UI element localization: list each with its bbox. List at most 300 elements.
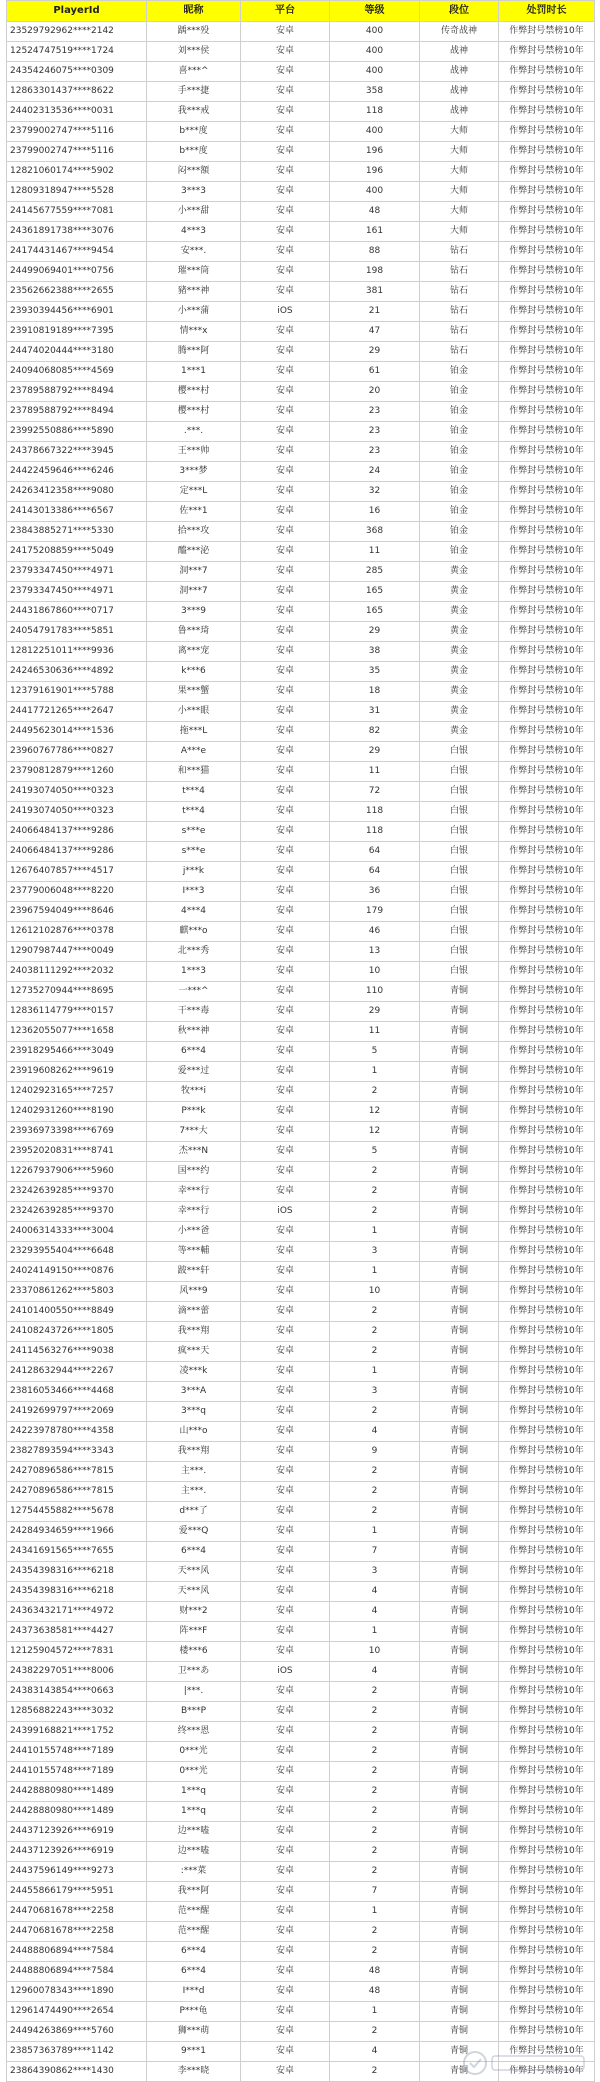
platform-cell: 安卓 <box>241 282 330 302</box>
table-row <box>7 182 595 202</box>
platform-cell: 安卓 <box>241 1022 330 1042</box>
level-cell: 29 <box>330 1002 420 1022</box>
penalty-cell: 作弊封号禁榜10年 <box>499 1082 595 1102</box>
level-cell: 2 <box>330 1082 420 1102</box>
rank-cell: 青铜 <box>420 1582 499 1602</box>
penalty-cell: 作弊封号禁榜10年 <box>499 2042 595 2062</box>
platform-cell: 安卓 <box>241 22 330 42</box>
platform-cell: 安卓 <box>241 442 330 462</box>
player-id-cell: 12960078343****1890 <box>7 1982 147 2002</box>
rank-cell: 黄金 <box>420 602 499 622</box>
level-cell: 2 <box>330 2062 420 2082</box>
rank-cell: 青铜 <box>420 1282 499 1302</box>
level-cell: 381 <box>330 282 420 302</box>
player-id-cell: 24410155748****7189 <box>7 1742 147 1762</box>
nickname-cell: 北***秀 <box>147 942 241 962</box>
platform-cell: 安卓 <box>241 1942 330 1962</box>
table-row <box>7 1862 595 1882</box>
platform-cell: 安卓 <box>241 862 330 882</box>
table-row <box>7 1982 595 2002</box>
nickname-cell: 等***輔 <box>147 1242 241 1262</box>
nickname-cell: 秋***神 <box>147 1022 241 1042</box>
table-row <box>7 1062 595 1082</box>
platform-cell: 安卓 <box>241 2042 330 2062</box>
level-cell: 4 <box>330 2042 420 2062</box>
player-id-cell: 24431867860****0717 <box>7 602 147 622</box>
rank-cell: 青铜 <box>420 2022 499 2042</box>
nickname-cell: 拖***L <box>147 722 241 742</box>
rank-cell: 青铜 <box>420 1042 499 1062</box>
player-id-cell: 24270896586****7815 <box>7 1462 147 1482</box>
penalty-cell: 作弊封号禁榜10年 <box>499 642 595 662</box>
table-row <box>7 1022 595 1042</box>
rank-cell: 黄金 <box>420 662 499 682</box>
level-cell: 2 <box>330 1482 420 1502</box>
player-id-cell: 24455866179****5951 <box>7 1882 147 1902</box>
penalty-cell: 作弊封号禁榜10年 <box>499 422 595 442</box>
rank-cell: 钻石 <box>420 282 499 302</box>
level-cell: 29 <box>330 342 420 362</box>
level-cell: 32 <box>330 482 420 502</box>
penalty-cell: 作弊封号禁榜10年 <box>499 1242 595 1262</box>
table-row <box>7 1842 595 1862</box>
level-cell: 82 <box>330 722 420 742</box>
level-cell: 3 <box>330 1562 420 1582</box>
player-id-cell: 24193074050****0323 <box>7 802 147 822</box>
penalty-cell: 作弊封号禁榜10年 <box>499 1702 595 1722</box>
player-id-cell: 23293955404****6648 <box>7 1242 147 1262</box>
player-id-cell: 24066484137****9286 <box>7 842 147 862</box>
nickname-cell: 疯***天 <box>147 1342 241 1362</box>
rank-cell: 黄金 <box>420 722 499 742</box>
level-cell: 161 <box>330 222 420 242</box>
table-row <box>7 1082 595 1102</box>
player-id-cell: 23562662388****2655 <box>7 282 147 302</box>
nickname-cell: .***. <box>147 422 241 442</box>
level-cell: 1 <box>330 2002 420 2022</box>
level-cell: 2 <box>330 2022 420 2042</box>
platform-cell: 安卓 <box>241 702 330 722</box>
table-row <box>7 1622 595 1642</box>
nickname-cell: 狮***萌 <box>147 2022 241 2042</box>
platform-cell: 安卓 <box>241 542 330 562</box>
rank-cell: 青铜 <box>420 1822 499 1842</box>
table-row <box>7 162 595 182</box>
penalty-cell: 作弊封号禁榜10年 <box>499 922 595 942</box>
platform-cell: 安卓 <box>241 1602 330 1622</box>
level-cell: 2 <box>330 1462 420 1482</box>
level-cell: 9 <box>330 1442 420 1462</box>
table-row <box>7 1922 595 1942</box>
table-row <box>7 1462 595 1482</box>
penalty-cell: 作弊封号禁榜10年 <box>499 482 595 502</box>
penalty-cell: 作弊封号禁榜10年 <box>499 662 595 682</box>
level-cell: 2 <box>330 1162 420 1182</box>
rank-cell: 白银 <box>420 962 499 982</box>
platform-cell: 安卓 <box>241 1642 330 1662</box>
rank-cell: 铂金 <box>420 402 499 422</box>
player-id-cell: 24354398316****6218 <box>7 1562 147 1582</box>
penalty-cell: 作弊封号禁榜10年 <box>499 1282 595 1302</box>
rank-cell: 钻石 <box>420 262 499 282</box>
penalty-cell: 作弊封号禁榜10年 <box>499 1222 595 1242</box>
table-body <box>7 22 595 2082</box>
table-row <box>7 322 595 342</box>
table-row <box>7 1162 595 1182</box>
player-id-cell: 24341691565****7655 <box>7 1542 147 1562</box>
level-cell: 1 <box>330 1062 420 1082</box>
level-cell: 16 <box>330 502 420 522</box>
platform-cell: 安卓 <box>241 1562 330 1582</box>
platform-cell: 安卓 <box>241 662 330 682</box>
nickname-cell: 刘***侯 <box>147 42 241 62</box>
rank-cell: 战神 <box>420 62 499 82</box>
level-cell: 23 <box>330 422 420 442</box>
player-id-cell: 23529792962****2142 <box>7 22 147 42</box>
penalty-cell: 作弊封号禁榜10年 <box>499 1862 595 1882</box>
player-id-cell: 24054791783****5851 <box>7 622 147 642</box>
platform-cell: 安卓 <box>241 1542 330 1562</box>
player-id-cell: 23936973398****6769 <box>7 1122 147 1142</box>
level-cell: 2 <box>330 1922 420 1942</box>
platform-cell: 安卓 <box>241 262 330 282</box>
nickname-cell: 卫***あ <box>147 1662 241 1682</box>
rank-cell: 青铜 <box>420 1802 499 1822</box>
header-row <box>7 1 595 22</box>
rank-cell: 青铜 <box>420 1702 499 1722</box>
platform-cell: 安卓 <box>241 1222 330 1242</box>
table-row <box>7 502 595 522</box>
penalty-cell: 作弊封号禁榜10年 <box>499 1162 595 1182</box>
level-cell: 61 <box>330 362 420 382</box>
penalty-cell: 作弊封号禁榜10年 <box>499 1642 595 1662</box>
player-id-cell: 24101400550****8849 <box>7 1302 147 1322</box>
platform-cell: 安卓 <box>241 1162 330 1182</box>
penalty-cell: 作弊封号禁榜10年 <box>499 862 595 882</box>
player-id-cell: 23843885271****5330 <box>7 522 147 542</box>
player-id-cell: 24128632944****2267 <box>7 1362 147 1382</box>
nickname-cell: 6***4 <box>147 1542 241 1562</box>
rank-cell: 青铜 <box>420 1382 499 1402</box>
nickname-cell: 情***x <box>147 322 241 342</box>
table-row <box>7 62 595 82</box>
penalty-cell: 作弊封号禁榜10年 <box>499 522 595 542</box>
level-cell: 1 <box>330 1362 420 1382</box>
player-id-cell: 12676407857****4517 <box>7 862 147 882</box>
level-cell: 5 <box>330 1142 420 1162</box>
nickname-cell: 天***风 <box>147 1562 241 1582</box>
nickname-cell: 幸***行 <box>147 1202 241 1222</box>
penalty-cell: 作弊封号禁榜10年 <box>499 1362 595 1382</box>
penalty-cell: 作弊封号禁榜10年 <box>499 1842 595 1862</box>
level-cell: 20 <box>330 382 420 402</box>
level-cell: 11 <box>330 1022 420 1042</box>
rank-cell: 青铜 <box>420 1462 499 1482</box>
player-id-cell: 12402931260****8190 <box>7 1102 147 1122</box>
rank-cell: 青铜 <box>420 1922 499 1942</box>
player-id-cell: 24066484137****9286 <box>7 822 147 842</box>
table-row <box>7 1662 595 1682</box>
level-cell: 4 <box>330 1582 420 1602</box>
penalty-cell: 作弊封号禁榜10年 <box>499 502 595 522</box>
nickname-cell: 喜***^ <box>147 62 241 82</box>
rank-cell: 青铜 <box>420 1682 499 1702</box>
penalty-cell: 作弊封号禁榜10年 <box>499 222 595 242</box>
table-row <box>7 282 595 302</box>
nickname-cell: 杰***N <box>147 1142 241 1162</box>
table-row <box>7 1562 595 1582</box>
table-row <box>7 562 595 582</box>
nickname-cell: :***菜 <box>147 1862 241 1882</box>
penalty-cell: 作弊封号禁榜10年 <box>499 1382 595 1402</box>
rank-cell: 青铜 <box>420 1162 499 1182</box>
level-cell: 12 <box>330 1102 420 1122</box>
level-cell: 118 <box>330 102 420 122</box>
player-id-cell: 12612102876****0378 <box>7 922 147 942</box>
platform-cell: 安卓 <box>241 622 330 642</box>
penalty-cell: 作弊封号禁榜10年 <box>499 1962 595 1982</box>
table-row <box>7 542 595 562</box>
level-cell: 2 <box>330 1182 420 1202</box>
level-cell: 2 <box>330 1842 420 1862</box>
level-cell: 400 <box>330 22 420 42</box>
penalty-cell: 作弊封号禁榜10年 <box>499 1042 595 1062</box>
player-id-cell: 24284934659****1966 <box>7 1522 147 1542</box>
rank-cell: 黄金 <box>420 562 499 582</box>
platform-cell: 安卓 <box>241 1722 330 1742</box>
penalty-cell: 作弊封号禁榜10年 <box>499 202 595 222</box>
penalty-cell: 作弊封号禁榜10年 <box>499 1682 595 1702</box>
player-id-cell: 23242639285****9370 <box>7 1182 147 1202</box>
platform-cell: 安卓 <box>241 1522 330 1542</box>
player-id-cell: 24417721265****2647 <box>7 702 147 722</box>
nickname-cell: 3***9 <box>147 602 241 622</box>
platform-cell: 安卓 <box>241 1042 330 1062</box>
penalty-cell: 作弊封号禁榜10年 <box>499 1062 595 1082</box>
platform-cell: 安卓 <box>241 1262 330 1282</box>
level-cell: 1 <box>330 1902 420 1922</box>
table-row <box>7 642 595 662</box>
level-cell: 400 <box>330 42 420 62</box>
level-cell: 7 <box>330 1542 420 1562</box>
penalty-cell: 作弊封号禁榜10年 <box>499 1462 595 1482</box>
player-id-cell: 24175208859****5049 <box>7 542 147 562</box>
nickname-cell: t***4 <box>147 802 241 822</box>
penalty-cell: 作弊封号禁榜10年 <box>499 1182 595 1202</box>
platform-cell: 安卓 <box>241 422 330 442</box>
nickname-cell: 拾***攻 <box>147 522 241 542</box>
platform-cell: 安卓 <box>241 1702 330 1722</box>
nickname-cell: 麒***o <box>147 922 241 942</box>
penalty-cell: 作弊封号禁榜10年 <box>499 742 595 762</box>
platform-cell: 安卓 <box>241 1922 330 1942</box>
table-row <box>7 462 595 482</box>
penalty-cell: 作弊封号禁榜10年 <box>499 562 595 582</box>
player-id-cell: 24495623014****1536 <box>7 722 147 742</box>
player-id-cell: 23816053466****4468 <box>7 1382 147 1402</box>
level-cell: 2 <box>330 1402 420 1422</box>
platform-cell: iOS <box>241 302 330 322</box>
nickname-cell: 果***蟹 <box>147 682 241 702</box>
table-row <box>7 1302 595 1322</box>
table-row <box>7 142 595 162</box>
table-row <box>7 662 595 682</box>
nickname-cell: I***d <box>147 1982 241 2002</box>
rank-cell: 铂金 <box>420 422 499 442</box>
table-row <box>7 482 595 502</box>
table-row <box>7 382 595 402</box>
penalty-cell: 作弊封号禁榜10年 <box>499 1422 595 1442</box>
level-cell: 1 <box>330 1622 420 1642</box>
penalty-cell: 作弊封号禁榜10年 <box>499 802 595 822</box>
player-id-cell: 12524747519****1724 <box>7 42 147 62</box>
player-id-cell: 24382297051****8006 <box>7 1662 147 1682</box>
level-cell: 196 <box>330 162 420 182</box>
nickname-cell: 定***L <box>147 482 241 502</box>
rank-cell: 青铜 <box>420 1002 499 1022</box>
table-row <box>7 2022 595 2042</box>
table-row <box>7 582 595 602</box>
penalty-cell: 作弊封号禁榜10年 <box>499 1522 595 1542</box>
table-row <box>7 1722 595 1742</box>
penalty-cell: 作弊封号禁榜10年 <box>499 1442 595 1462</box>
rank-cell: 青铜 <box>420 1622 499 1642</box>
nickname-cell: 滴***蕾 <box>147 1302 241 1322</box>
nickname-cell: 财***2 <box>147 1602 241 1622</box>
player-id-cell: 24488806894****7584 <box>7 1942 147 1962</box>
nickname-cell: d***了 <box>147 1502 241 1522</box>
platform-cell: 安卓 <box>241 922 330 942</box>
platform-cell: 安卓 <box>241 42 330 62</box>
platform-cell: 安卓 <box>241 342 330 362</box>
table-row <box>7 1902 595 1922</box>
player-id-cell: 12379161901****5788 <box>7 682 147 702</box>
nickname-cell: 爱***过 <box>147 1062 241 1082</box>
platform-cell: 安卓 <box>241 1402 330 1422</box>
player-id-cell: 12362055077****1658 <box>7 1022 147 1042</box>
platform-cell: 安卓 <box>241 902 330 922</box>
nickname-cell: 洞***7 <box>147 562 241 582</box>
rank-cell: 白银 <box>420 842 499 862</box>
rank-cell: 白银 <box>420 782 499 802</box>
penalty-cell: 作弊封号禁榜10年 <box>499 902 595 922</box>
platform-cell: 安卓 <box>241 1862 330 1882</box>
penalty-cell: 作弊封号禁榜10年 <box>499 1922 595 1942</box>
nickname-cell: 樱***村 <box>147 402 241 422</box>
table-row <box>7 1542 595 1562</box>
rank-cell: 青铜 <box>420 1402 499 1422</box>
nickname-cell: 边***嗑 <box>147 1822 241 1842</box>
rank-cell: 青铜 <box>420 1062 499 1082</box>
player-id-cell: 23967594049****8646 <box>7 902 147 922</box>
penalty-cell: 作弊封号禁榜10年 <box>499 462 595 482</box>
player-id-cell: 24428880980****1489 <box>7 1782 147 1802</box>
level-cell: 1 <box>330 1522 420 1542</box>
player-id-cell: 23789588792****8494 <box>7 402 147 422</box>
penalty-cell: 作弊封号禁榜10年 <box>499 1782 595 1802</box>
platform-cell: 安卓 <box>241 222 330 242</box>
table-row <box>7 1382 595 1402</box>
player-id-cell: 23793347450****4971 <box>7 562 147 582</box>
rank-cell: 钻石 <box>420 322 499 342</box>
player-id-cell: 24193074050****0323 <box>7 782 147 802</box>
platform-cell: 安卓 <box>241 1962 330 1982</box>
rank-cell: 战神 <box>420 102 499 122</box>
penalty-cell: 作弊封号禁榜10年 <box>499 262 595 282</box>
player-id-cell: 24114563276****9038 <box>7 1342 147 1362</box>
table-row <box>7 782 595 802</box>
penalty-cell: 作弊封号禁榜10年 <box>499 1942 595 1962</box>
platform-cell: 安卓 <box>241 1002 330 1022</box>
table-row <box>7 1442 595 1462</box>
penalty-cell: 作弊封号禁榜10年 <box>499 1662 595 1682</box>
nickname-cell: 干***毒 <box>147 1002 241 1022</box>
nickname-cell: t***4 <box>147 782 241 802</box>
level-cell: 2 <box>330 1302 420 1322</box>
table-row <box>7 682 595 702</box>
table-row <box>7 402 595 422</box>
rank-cell: 青铜 <box>420 1482 499 1502</box>
level-cell: 36 <box>330 882 420 902</box>
platform-cell: 安卓 <box>241 1122 330 1142</box>
nickname-cell: 终***恩 <box>147 1722 241 1742</box>
nickname-cell: j***k <box>147 862 241 882</box>
platform-cell: 安卓 <box>241 2002 330 2022</box>
nickname-cell: k***6 <box>147 662 241 682</box>
penalty-cell: 作弊封号禁榜10年 <box>499 42 595 62</box>
nickname-cell: P***k <box>147 1102 241 1122</box>
rank-cell: 黄金 <box>420 682 499 702</box>
platform-cell: 安卓 <box>241 1182 330 1202</box>
level-cell: 7 <box>330 1882 420 1902</box>
nickname-cell: 主***. <box>147 1482 241 1502</box>
penalty-cell: 作弊封号禁榜10年 <box>499 1982 595 2002</box>
penalty-cell: 作弊封号禁榜10年 <box>499 962 595 982</box>
nickname-cell: 安***. <box>147 242 241 262</box>
player-id-cell: 12863301437****8622 <box>7 82 147 102</box>
level-cell: 72 <box>330 782 420 802</box>
level-cell: 46 <box>330 922 420 942</box>
nickname-cell: s***e <box>147 822 241 842</box>
platform-cell: 安卓 <box>241 182 330 202</box>
nickname-cell: 6***4 <box>147 1942 241 1962</box>
platform-cell: 安卓 <box>241 762 330 782</box>
table-row <box>7 202 595 222</box>
level-cell: 198 <box>330 262 420 282</box>
nickname-cell: 小***甜 <box>147 202 241 222</box>
platform-cell: 安卓 <box>241 202 330 222</box>
nickname-cell: 国***约 <box>147 1162 241 1182</box>
platform-cell: 安卓 <box>241 522 330 542</box>
player-id-cell: 24428880980****1489 <box>7 1802 147 1822</box>
level-cell: 1 <box>330 1262 420 1282</box>
penalty-cell: 作弊封号禁榜10年 <box>499 382 595 402</box>
platform-cell: 安卓 <box>241 482 330 502</box>
table-row <box>7 1202 595 1222</box>
penalty-cell: 作弊封号禁榜10年 <box>499 762 595 782</box>
penalty-cell: 作弊封号禁榜10年 <box>499 1302 595 1322</box>
rank-cell: 青铜 <box>420 1862 499 1882</box>
level-cell: 21 <box>330 302 420 322</box>
nickname-cell: 山***o <box>147 1422 241 1442</box>
level-cell: 165 <box>330 582 420 602</box>
level-cell: 2 <box>330 1742 420 1762</box>
nickname-cell: 3***q <box>147 1402 241 1422</box>
platform-cell: 安卓 <box>241 1242 330 1262</box>
nickname-cell: 牧***i <box>147 1082 241 1102</box>
level-cell: 2 <box>330 1862 420 1882</box>
penalty-cell: 作弊封号禁榜10年 <box>499 602 595 622</box>
